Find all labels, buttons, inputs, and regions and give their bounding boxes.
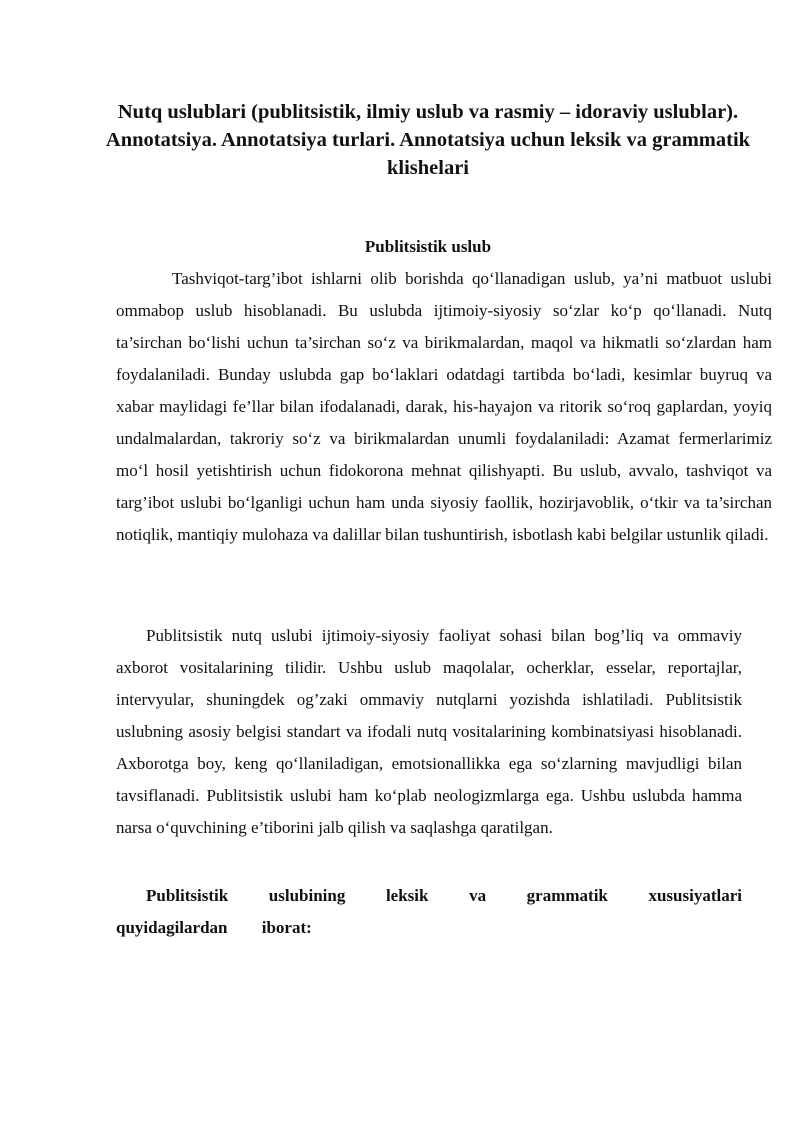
paragraph-features-lead: Publitsistik uslubining leksik va grammatik xususiyatlari quyidagilardan iborat: — [116, 886, 742, 937]
paragraph-definition: Publitsistik nutq uslubi ijtimoiy-siyosiy faoliyat sohasi bilan bog’liq va ommaviy axborot vositalarining tilidir. Ushbu uslub maqolalar, ocherklar, esselar, reportajlar, intervyular, shuningdek og’zaki ommaviy nutqlarni yozishda ishlatiladi. Publitsistik uslubning asosiy belgisi standart va ifodali nutq vositalarining kombinatsiyasi hisoblanadi. Axborotga boy, keng qo‘llaniladigan, emotsionallikka ega so‘zlarning mavjudligi bilan tavsiflanadi. Publitsistik uslubi ham ko‘plab neologizmlarga ega. Ushbu uslubda hamma narsa o‘quvchining e’tiborini jalb qilish va saqlashga qaratilgan. — [116, 626, 742, 837]
paragraph-intro: Tashviqot-targ’ibot ishlarni olib borishda qo‘llanadigan uslub, ya’ni matbuot uslubi ommabop uslub hisoblanadi. Bu uslubda ijtimoiy-siyosiy so‘zlar ko‘p qo‘llanadi. Nutq ta’sirchan bo‘lishi uchun ta’sirchan so‘z va birikmalardan, maqol va hikmatli so‘zlardan ham foydalaniladi. Bunday uslubda gap bo‘laklari odatdagi tartibda bo‘ladi, kesimlar buyruq va xabar maylidagi fe’llar bilan ifodalanadi, darak, his-hayajon va ritorik so‘roq gaplardan, yoyiq undalmalardan, takroriy so‘z va birikmalardan unumli foydalaniladi: Azamat fermerlarimiz mo‘l hosil yetishtirish uchun fidokorona mehnat qilishyapti. Bu uslub, avvalo, tashviqot va targ’ibot uslubi bo‘lganligi uchun ham unda siyosiy faollik, hozirjavoblik, o‘tkir va ta’sirchan notiqlik, mantiqiy mulohaza va dalillar bilan tushuntirish, isbotlash kabi belgilar ustunlik qiladi. — [116, 269, 772, 544]
section-heading: Publitsistik uslub — [364, 237, 492, 256]
document-title: Nutq uslublari (publitsistik, ilmiy uslub va rasmiy – idoraviy uslublar). Annotatsiya. Annotatsiya turlari. Annotatsiya uchun leksik va grammatik klishelari — [105, 101, 751, 179]
